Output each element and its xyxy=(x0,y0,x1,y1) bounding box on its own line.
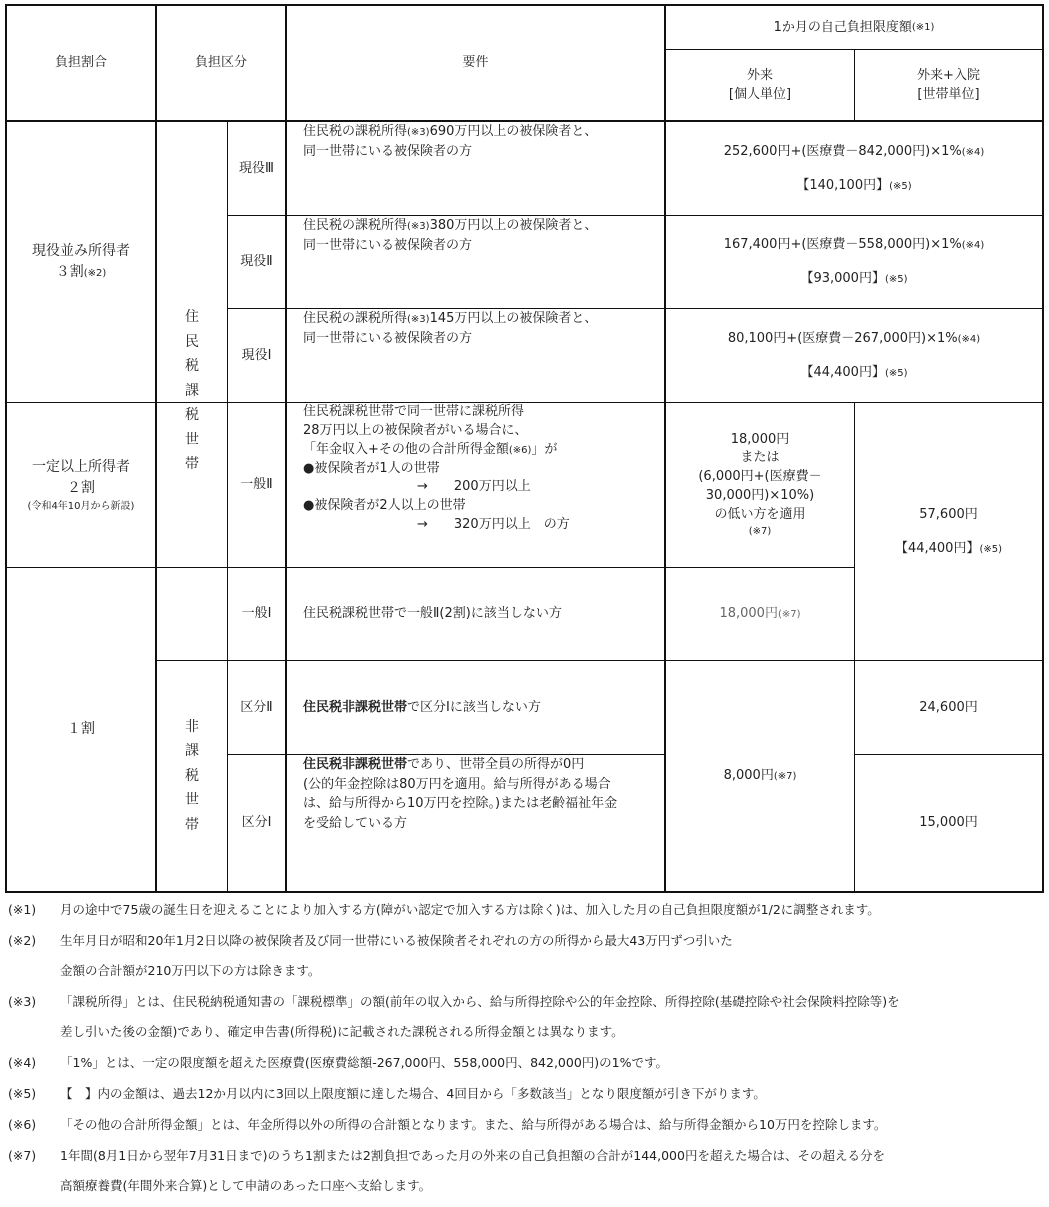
household-kubun-2: 24,600円 xyxy=(919,699,978,715)
outpatient-nontaxed: 8,000円 (※7) xyxy=(723,768,797,784)
ratio-one: １割 xyxy=(67,721,95,737)
req-genneki-3: 住民税の課税所得(※3)690万円以上の被保険者と、 同一世帯にいる被保険者の方 xyxy=(303,124,598,159)
label-kubun-2: 区分Ⅱ xyxy=(240,699,273,715)
label-genneki-3: 現役Ⅲ xyxy=(239,160,274,176)
header-outpatient: 外来 [個人単位] xyxy=(728,67,792,102)
footnote-1: (※1) 月の途中で75歳の誕生日を迎えることにより加入する方(障がい認定で加入する方は除く)は、加入した月の自己負担限度額が1/2に調整されます。 xyxy=(8,902,880,917)
household-ippan: 57,600円 【44,400円】(※5) xyxy=(894,506,1003,556)
limit-genneki-1: 80,100円+(医療費－267,000円)×1%(※4) 【44,400円】(※5) xyxy=(727,330,981,380)
outpatient-ippan-2: 18,000円 または (6,000円+(医療費－ 30,000円)×10%) の低い方を適用 (※7) xyxy=(698,431,822,537)
label-genneki-1: 現役Ⅰ xyxy=(241,347,272,363)
footnote-7: (※7) 1年間(8月1日から翌年7月31日まで)のうち1割または2割負担であった月の外来の自己負担額の合計が144,000円を超えた場合は、その超える分を 高額療養費(年間外来合算)として申請のあった口座へ支給します。 xyxy=(8,1148,885,1193)
header-monthly-limit: 1か月の自己負担限度額 (※1) xyxy=(773,19,935,35)
limit-genneki-2: 167,400円+(医療費－558,000円)×1%(※4) 【93,000円】(※5) xyxy=(723,237,985,286)
footnote-6: (※6) 「その他の合計所得金額」とは、年金所得以外の所得の合計額となります。また、給与所得がある場合は、給与所得金額から10万円を控除します。 xyxy=(8,1117,887,1132)
req-ippan-2: 住民税課税世帯で同一世帯に課税所得 28万円以上の被保険者がいる場合に、 「年金収入+その他の合計所得金額(※6)」が ●被保険者が1人の世帯 → 200万円以上 ●被保険者が2人以上の世帯 → 320万円以上 の方 xyxy=(303,404,570,533)
req-ippan-1: 住民税課税世帯で一般Ⅱ(2割)に該当しない方 xyxy=(303,606,562,622)
label-ippan-1: 一般Ⅰ xyxy=(241,606,272,622)
ratio-ittei: 一定以上所得者 ２割 (令和4年10月から新設) xyxy=(27,458,135,512)
footnotes xyxy=(8,900,1043,1207)
ratio-genneki: 現役並み所得者 ３割(※2) xyxy=(32,243,130,280)
header-requirement: 要件 xyxy=(462,55,489,71)
group-taxed: 住 民 税 課 税 世 帯 xyxy=(185,309,199,473)
req-kubun-2: 住民税非課税世帯で区分Ⅰに該当しない方 xyxy=(303,699,541,715)
label-kubun-1: 区分Ⅰ xyxy=(241,815,272,831)
footnote-5: (※5) 【 】内の金額は、過去12か月以内に3回以上限度額に達した場合、4回目から「多数該当」となり限度額が引き下がります。 xyxy=(8,1086,766,1101)
header-category: 負担区分 xyxy=(194,55,247,71)
outpatient-ippan-1: 18,000円 (※7) xyxy=(719,606,801,622)
req-kubun-1: 住民税非課税世帯であり、世帯全員の所得が0円 (公的年金控除は80万円を適用。給与所得がある場合 は、給与所得から10万円を控除。)または老齢福祉年金 を受給している方 xyxy=(303,757,618,831)
header-ratio: 負担割合 xyxy=(54,55,107,71)
footnote-2: (※2) 生年月日が昭和20年1月2日以降の被保険者及び同一世帯にいる被保険者それぞれの方の所得から最大43万円ずつ引いた 金額の合計額が210万円以下の方は除きます。 xyxy=(8,933,733,978)
req-genneki-2: 住民税の課税所得(※3)380万円以上の被保険者と、 同一世帯にいる被保険者の方 xyxy=(303,218,598,253)
footnote-4: (※4) 「1%」とは、一定の限度額を超えた医療費(医療費総額-267,000円、558,000円、842,000円)の1%です。 xyxy=(8,1055,668,1070)
req-genneki-1: 住民税の課税所得(※3)145万円以上の被保険者と、 同一世帯にいる被保険者の方 xyxy=(303,311,598,346)
household-kubun-1: 15,000円 xyxy=(919,815,978,831)
footnote-3: (※3) 「課税所得」とは、住民税納税通知書の「課税標準」の額(前年の収入から、給与所得控除や公的年金控除、所得控除(基礎控除や社会保険料控除等)を 差し引いた後の金額)であり、確定申告書(所得税)に記載された課税される所得金額とは異なります。 xyxy=(8,994,900,1039)
limit-genneki-3: 252,600円+(医療費－842,000円)×1%(※4) 【140,100円】(※5) xyxy=(723,143,985,193)
group-nontaxed: 非 課 税 世 帯 xyxy=(185,718,199,833)
label-ippan-2: 一般Ⅱ xyxy=(240,477,273,493)
label-genneki-2: 現役Ⅱ xyxy=(240,254,273,270)
header-household: 外来+入院 [世帯単位] xyxy=(917,67,980,102)
